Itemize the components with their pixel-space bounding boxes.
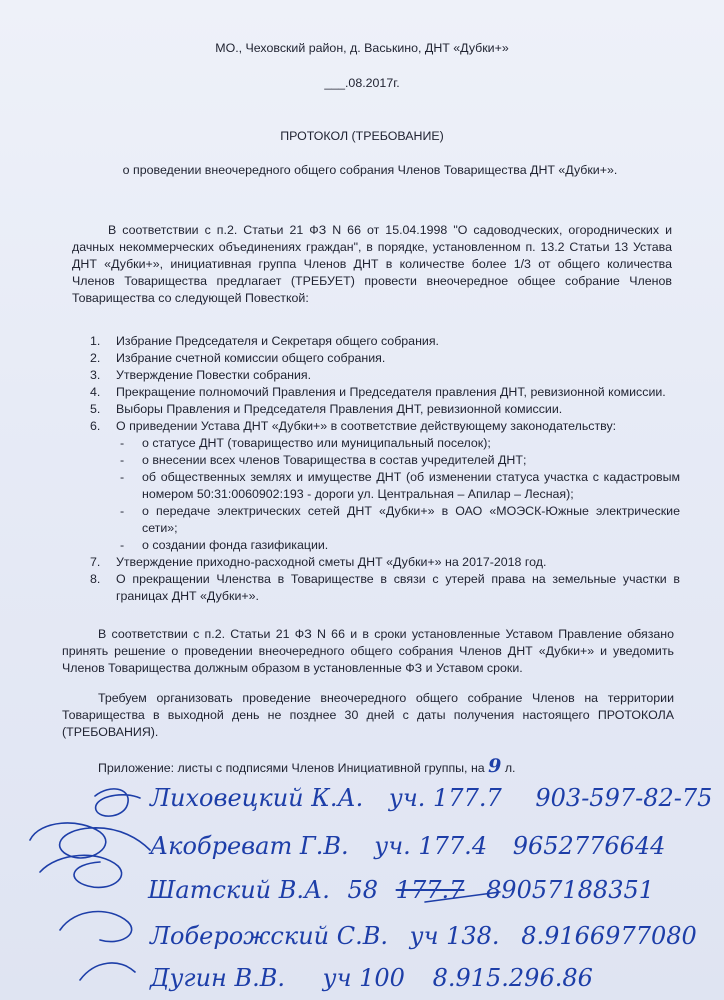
- appendix-page-count: 9: [488, 755, 502, 777]
- signer-phone: 8.915.296.86: [432, 964, 593, 992]
- signature-row: [150, 832, 666, 860]
- signer-plot: уч. 177.4: [374, 832, 488, 860]
- agenda-text: Выборы Правления и Председателя Правления ДНТ, ревизионной комиссии.: [116, 402, 563, 416]
- agenda-number: 5.: [90, 402, 101, 416]
- agenda-text: О прекращении Членства в Товариществе в связи с утерей права на земельные участки в границах ДНТ «Дубки+».: [116, 572, 680, 603]
- signature-row: [150, 922, 697, 950]
- appendix-line: [98, 755, 658, 777]
- agenda-subitem: [116, 452, 680, 469]
- board-obligation-paragraph: В соответствии с п.2. Статьи 21 ФЗ N 66 и в сроки установленные Уставом Правление обязано принять решение о проведении внеочередного общего собрания Членов ДНТ «Дубки+» и уведомить Членов Товарищества должным образом в установленные ФЗ и Уставом сроки.: [62, 627, 674, 675]
- dash-marker: -: [120, 453, 125, 467]
- agenda-number: 1.: [90, 334, 101, 348]
- signer-plot: уч 100: [322, 964, 405, 992]
- document-subtitle: о проведении внеочередного общего собрания Членов Товарищества ДНТ «Дубки+».: [122, 163, 618, 177]
- signature-row: [150, 964, 593, 992]
- agenda-number: 4.: [90, 385, 101, 399]
- appendix-suffix: л.: [504, 761, 516, 775]
- dash-marker: -: [120, 538, 125, 552]
- agenda-text: Избрание счетной комиссии общего собрания.: [116, 351, 386, 365]
- signer-phone: 8.9166977080: [521, 922, 697, 950]
- signature-loop: [95, 789, 140, 816]
- agenda-subitem: [116, 469, 680, 503]
- subitem-text: о передаче электрических сетей ДНТ «Дубки+» в ОАО «МОЭСК-Южные электрические сети»;: [142, 504, 680, 535]
- appendix-text: Приложение: листы с подписями Членов Инициативной группы, на: [98, 761, 485, 775]
- subitem-text: о статусе ДНТ (товарищество или муниципальный поселок);: [142, 436, 491, 450]
- agenda-text: Утверждение Повестки собрания.: [116, 368, 312, 382]
- signer-name: Акобреват Г.В.: [150, 832, 349, 860]
- agenda-item: [90, 554, 680, 571]
- signature-row: [150, 784, 713, 812]
- agenda-item: [90, 333, 680, 350]
- dash-marker: -: [120, 470, 125, 484]
- dash-marker: -: [120, 436, 125, 450]
- agenda-number: 6.: [90, 419, 101, 433]
- signer-name: Лиховецкий К.А.: [150, 784, 364, 812]
- agenda-text: О приведении Устава ДНТ «Дубки+» в соответствие действующему законодательству:: [116, 419, 617, 433]
- signer-phone: 9652776644: [512, 832, 666, 860]
- agenda-text: Утверждение приходно-расходной сметы ДНТ «Дубки+» на 2017-2018 год.: [116, 555, 547, 569]
- subitem-text: о внесении всех членов Товарищества в состав учредителей ДНТ;: [142, 453, 527, 467]
- agenda-item: [90, 350, 680, 367]
- subitem-text: об общественных землях и имуществе ДНТ (об изменении статуса участка с кадастровым номером 50:31:0060902:193 - дороги ул. Центральная – Апилар – Лесная);: [142, 470, 680, 501]
- signature-loop: [40, 855, 122, 887]
- signature-loop: [80, 963, 135, 980]
- signature-loop: [60, 912, 132, 942]
- agenda-number: 8.: [90, 572, 101, 586]
- agenda-item: [90, 401, 680, 418]
- agenda-item: [90, 367, 680, 384]
- agenda-item: [90, 418, 680, 554]
- agenda-subitem: [116, 435, 680, 452]
- agenda-item: [90, 384, 680, 401]
- signer-name: Дугин В.В.: [150, 964, 285, 992]
- signer-name: Шатский В.А.: [148, 876, 330, 904]
- agenda-text: Прекращение полномочий Правления и Председателя правления ДНТ, ревизионной комиссии.: [116, 385, 666, 399]
- subitem-text: о создании фонда газификации.: [142, 538, 329, 552]
- signer-plot-struck: 177.7: [395, 876, 465, 904]
- demand-paragraph: Требуем организовать проведение внеочередного общего собрание Членов на территории Товарищества в выходной день не позднее 30 дней с даты получения настоящего ПРОТОКОЛА (ТРЕБОВАНИЯ).: [62, 691, 674, 739]
- agenda-subitem: [116, 503, 680, 537]
- agenda-item: [90, 571, 680, 605]
- signature-loop: [30, 823, 150, 858]
- header-date: ___.08.2017г.: [324, 76, 400, 90]
- agenda-number: 3.: [90, 368, 101, 382]
- signature-row: [148, 876, 654, 904]
- dash-marker: -: [120, 504, 125, 518]
- signer-name: Лоберожский С.В.: [150, 922, 388, 950]
- agenda-number: 2.: [90, 351, 101, 365]
- agenda-subitem: [116, 537, 680, 554]
- signatures-block: [0, 780, 724, 1000]
- agenda-list: [90, 333, 680, 605]
- signer-plot: уч 138.: [409, 922, 500, 950]
- intro-paragraph: В соответствии с п.2. Статьи 21 ФЗ N 66 от 15.04.1998 "О садоводческих, огороднических и дачных некоммерческих объединениях граждан", в порядке, установленном п. 13.2 Статьи 13 Устава ДНТ «Дубки+», инициативная группа Членов ДНТ в количестве более 1/3 от общего количества Членов Товарищества предлагает (ТРЕБУЕТ) провести внеочередное общее собрание Членов Товарищества со следующей Повесткой:: [72, 223, 672, 305]
- agenda-text: Избрание Председателя и Секретаря общего собрания.: [116, 334, 439, 348]
- agenda-number: 7.: [90, 555, 101, 569]
- signer-phone: 903-597-82-75: [535, 784, 713, 812]
- signer-phone: 89057188351: [486, 876, 654, 904]
- agenda-sublist: [116, 435, 680, 554]
- signer-plot: 58: [347, 876, 379, 904]
- header-location: МО., Чеховский район, д. Васькино, ДНТ «Дубки+»: [215, 41, 509, 55]
- signer-plot: уч. 177.7: [388, 784, 502, 812]
- document-title: ПРОТОКОЛ (ТРЕБОВАНИЕ): [280, 129, 444, 143]
